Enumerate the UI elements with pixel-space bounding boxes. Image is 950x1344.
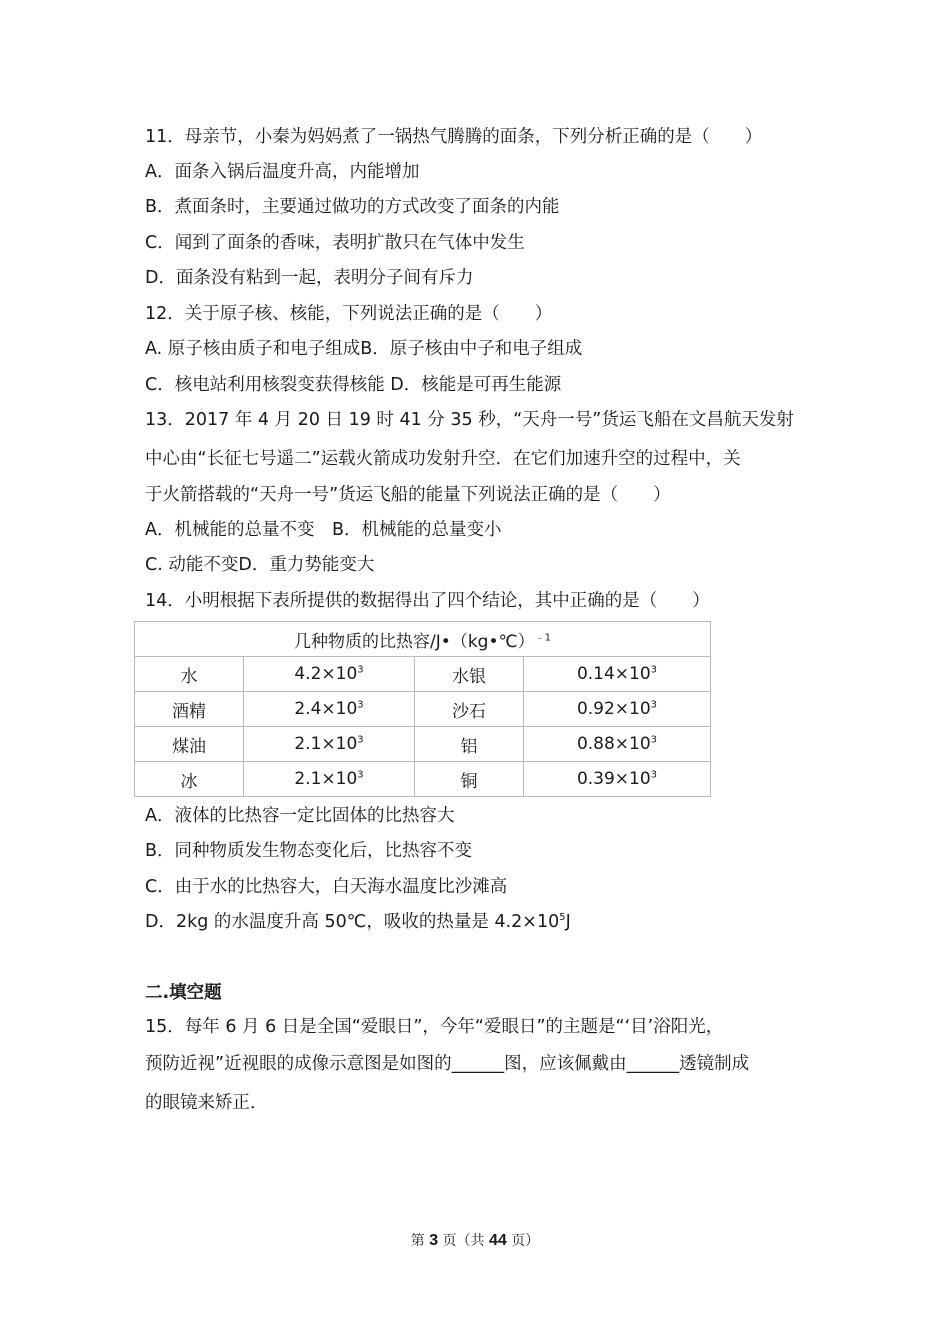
table-header-row [135, 622, 711, 657]
page-footer: 第 3 页（共 44 页） [410, 1232, 540, 1249]
q12-stem: 12．关于原子核、核能，下列说法正确的是（ ） [145, 304, 553, 324]
table-row [135, 727, 711, 762]
q14-option-d: D．2kg 的水温度升高 50℃，吸收的热量是 $4.2\times 10^5J$ [145, 912, 571, 932]
q15-stem-line2: 预防近视”近视眼的成像示意图是如图的______图，应该佩戴由______透镜制成 [145, 1054, 750, 1074]
q15-stem-line1: 15．每年 6 月 6 日是全国“爱眼日”，今年“爱眼日”的主题是“‘目’浴阳光， [145, 1017, 724, 1037]
value-cell: $0.88\times 10^3$ [524, 727, 711, 762]
q13-stem-line2: 中心由“长征七号遥二”运载火箭成功发射升空．在它们加速升空的过程中，关 [145, 449, 741, 469]
substance-cell: 煤油 [135, 727, 244, 762]
value-cell: $2.4\times 10^3$ [244, 692, 415, 727]
substance-cell: 水 [135, 657, 244, 692]
table-row [135, 657, 711, 692]
q13-stem-line1: 13．2017 年 4 月 20 日 19 时 41 分 35 秒，“天舟一号”货运飞船在文昌航天发射 [145, 410, 794, 430]
value-cell: $0.14\times 10^3$ [524, 657, 711, 692]
q11-option-a: A．面条入锅后温度升高，内能增加 [145, 162, 420, 182]
substance-cell: 冰 [135, 762, 244, 797]
table-row [135, 762, 711, 797]
value-cell: $4.2\times 10^3$ [244, 657, 415, 692]
q12-options-ab: A. 原子核由质子和电子组成B．原子核由中子和电子组成 [145, 339, 583, 359]
q11-option-b: B．煮面条时，主要通过做功的方式改变了面条的内能 [145, 197, 560, 217]
value-cell: $0.39\times 10^3$ [524, 762, 711, 797]
q13-options-ab: A．机械能的总量不变 B．机械能的总量变小 [145, 520, 502, 540]
specific-heat-table [134, 621, 711, 797]
q14-option-c: C．由于水的比热容大，白天海水温度比沙滩高 [145, 877, 508, 897]
value-cell: $2.1\times 10^3$ [244, 727, 415, 762]
value-cell: $0.92\times 10^3$ [524, 692, 711, 727]
substance-cell: 酒精 [135, 692, 244, 727]
section-heading-fill-blank: 二.填空题 [145, 983, 222, 1003]
q13-options-cd: C. 动能不变D．重力势能变大 [145, 555, 375, 575]
substance-cell: 铜 [415, 762, 524, 797]
table-title: 几种物质的比热容/J•（kg•℃）$^{﹣1}$ [135, 622, 711, 657]
substance-cell: 水银 [415, 657, 524, 692]
page-total: 44 [489, 1232, 507, 1249]
q11-option-c: C．闻到了面条的香味，表明扩散只在气体中发生 [145, 233, 525, 253]
table-row [135, 692, 711, 727]
q14-option-a: A．液体的比热容一定比固体的比热容大 [145, 806, 455, 826]
q15-stem-line3: 的眼镜来矫正． [145, 1093, 268, 1113]
q11-stem: 11．母亲节，小秦为妈妈煮了一锅热气腾腾的面条，下列分析正确的是（ ） [145, 127, 763, 147]
substance-cell: 沙石 [415, 692, 524, 727]
q13-stem-line3: 于火箭搭载的“天舟一号”货运飞船的能量下列说法正确的是（ ） [145, 485, 671, 505]
substance-cell: 铝 [415, 727, 524, 762]
q11-option-d: D．面条没有粘到一起，表明分子间有斥力 [145, 268, 474, 288]
q14-stem: 14．小明根据下表所提供的数据得出了四个结论，其中正确的是（ ） [145, 591, 710, 611]
page-number: 3 [429, 1232, 439, 1249]
q12-options-cd: C．核电站利用核裂变获得核能 D．核能是可再生能源 [145, 375, 562, 395]
value-cell: $2.1\times 10^3$ [244, 762, 415, 797]
q14-option-b: B．同种物质发生物态变化后，比热容不变 [145, 841, 473, 861]
